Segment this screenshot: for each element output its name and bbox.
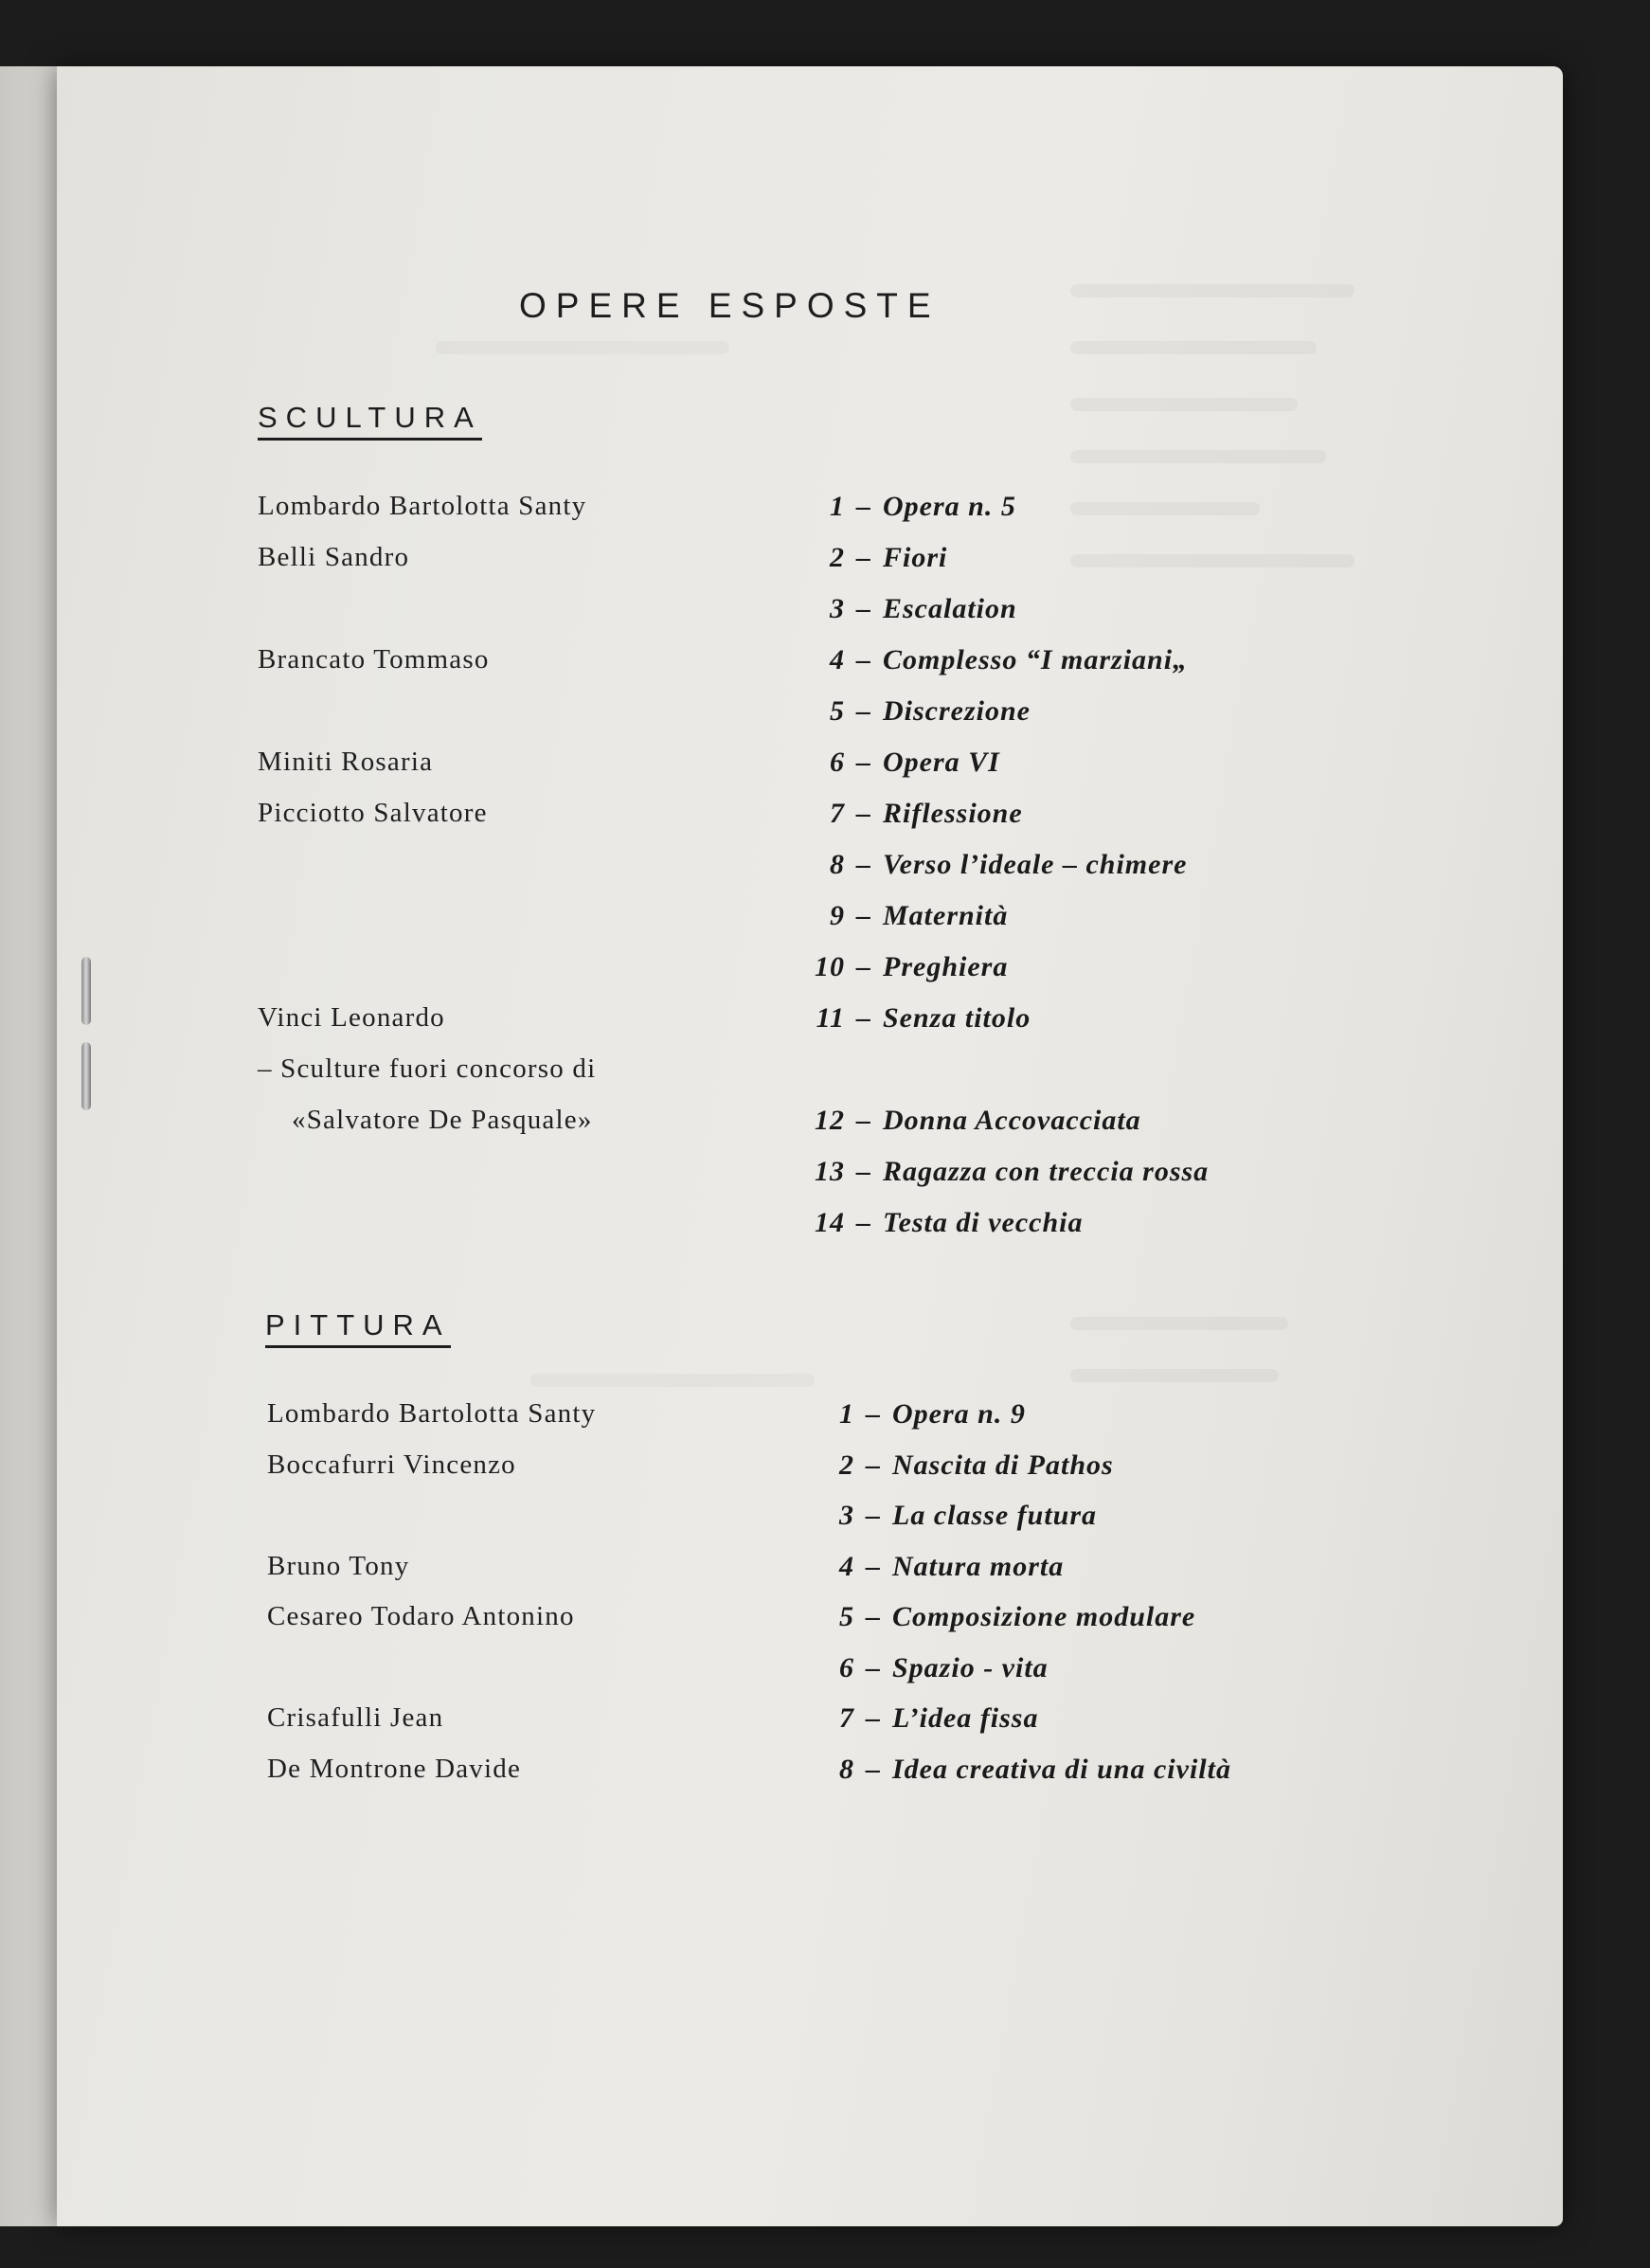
work-title: Spazio - vita <box>892 1651 1049 1683</box>
document-page <box>57 66 1563 2226</box>
work-dash: – <box>856 1207 871 1238</box>
work-number: 7 <box>839 1702 854 1734</box>
work-dash: – <box>856 747 871 778</box>
work-dash: – <box>856 695 871 727</box>
scultura-artist-name: Picciotto Salvatore <box>258 798 488 828</box>
work-number: 14 <box>815 1207 845 1238</box>
scultura-work-item <box>803 542 947 574</box>
work-number: 4 <box>839 1550 854 1582</box>
scultura-artist-name: «Salvatore De Pasquale» <box>292 1105 593 1135</box>
work-dash: – <box>856 849 871 880</box>
work-dash: – <box>866 1702 881 1734</box>
work-dash: – <box>856 1105 871 1136</box>
work-number: 1 <box>830 491 845 522</box>
pittura-work-item <box>813 1702 1039 1735</box>
scultura-work-item <box>803 1207 1084 1239</box>
pittura-artist-name: Lombardo Bartolotta Santy <box>267 1398 597 1429</box>
work-title: Idea creativa di una civiltà <box>892 1753 1231 1785</box>
work-dash: – <box>856 1002 871 1034</box>
work-dash: – <box>866 1500 881 1531</box>
work-number: 8 <box>839 1753 854 1785</box>
work-dash: – <box>866 1651 881 1683</box>
work-number: 5 <box>839 1601 854 1632</box>
work-dash: – <box>856 798 871 829</box>
pittura-heading: PITTURA <box>265 1308 451 1348</box>
work-number: 6 <box>839 1651 854 1683</box>
work-dash: – <box>866 1550 881 1582</box>
pittura-artist-name: Cesareo Todaro Antonino <box>267 1601 575 1631</box>
work-dash: – <box>866 1398 881 1430</box>
work-dash: – <box>856 593 871 624</box>
work-number: 7 <box>830 798 845 829</box>
scultura-artist-name: – Sculture fuori concorso di <box>258 1053 597 1084</box>
pittura-work-item <box>813 1652 1049 1684</box>
work-number: 11 <box>816 1002 845 1034</box>
work-number: 1 <box>839 1398 854 1430</box>
scultura-artist-name: Miniti Rosaria <box>258 747 434 777</box>
work-dash: – <box>856 542 871 573</box>
work-title: L’idea fissa <box>892 1702 1039 1734</box>
scultura-artist-name: Brancato Tommaso <box>258 644 490 675</box>
scultura-artist-name: Lombardo Bartolotta Santy <box>258 491 587 521</box>
work-title: Opera n. 5 <box>883 491 1016 522</box>
pittura-work-item <box>813 1754 1231 1786</box>
work-dash: – <box>856 1156 871 1187</box>
work-dash: – <box>856 951 871 982</box>
work-number: 2 <box>830 542 845 573</box>
pittura-artist-name: Crisafulli Jean <box>267 1702 444 1733</box>
work-title: Composizione modulare <box>892 1601 1196 1632</box>
scultura-work-item <box>803 798 1023 830</box>
work-title: Escalation <box>883 593 1017 624</box>
pittura-work-item <box>813 1500 1097 1532</box>
work-dash: – <box>866 1753 881 1785</box>
work-title: Natura morta <box>892 1550 1065 1582</box>
work-title: Riflessione <box>883 798 1023 829</box>
work-dash: – <box>866 1601 881 1632</box>
pittura-work-item <box>813 1398 1026 1431</box>
scultura-work-item <box>803 951 1008 983</box>
scultura-work-item <box>803 1105 1141 1137</box>
work-number: 6 <box>830 747 845 778</box>
scultura-work-item <box>803 747 1000 779</box>
scultura-heading: SCULTURA <box>258 401 482 441</box>
scultura-work-item <box>803 1002 1031 1035</box>
scultura-work-item <box>803 491 1016 523</box>
work-title: Opera VI <box>883 747 1000 778</box>
work-title: Verso l’ideale – chimere <box>883 849 1188 880</box>
scultura-work-item <box>803 644 1188 676</box>
pittura-work-item <box>813 1449 1114 1482</box>
pittura-work-item <box>813 1551 1064 1583</box>
work-title: Senza titolo <box>883 1002 1031 1034</box>
work-number: 10 <box>815 951 845 982</box>
staple-bottom <box>81 1042 91 1110</box>
pittura-artist-name: Bruno Tony <box>267 1550 410 1581</box>
scultura-work-item <box>803 849 1187 881</box>
work-dash: – <box>856 491 871 522</box>
work-title: Donna Accovacciata <box>883 1105 1141 1136</box>
work-dash: – <box>856 900 871 931</box>
work-dash: – <box>856 644 871 675</box>
work-title: Nascita di Pathos <box>892 1449 1114 1481</box>
scultura-artist-name: Belli Sandro <box>258 542 410 572</box>
work-title: La classe futura <box>892 1500 1098 1531</box>
pittura-artist-name: Boccafurri Vincenzo <box>267 1449 516 1480</box>
work-number: 3 <box>839 1500 854 1531</box>
work-number: 13 <box>815 1156 845 1187</box>
work-number: 4 <box>830 644 845 675</box>
work-title: Maternità <box>883 900 1009 931</box>
pittura-work-item <box>813 1601 1195 1633</box>
work-number: 9 <box>830 900 845 931</box>
pittura-artist-name: De Montrone Davide <box>267 1753 522 1784</box>
staple-top <box>81 957 91 1025</box>
scultura-work-item <box>803 695 1031 728</box>
work-number: 12 <box>815 1105 845 1136</box>
work-number: 3 <box>830 593 845 624</box>
scultura-work-item <box>803 900 1008 932</box>
work-title: Fiori <box>883 542 948 573</box>
work-number: 5 <box>830 695 845 727</box>
scultura-artist-name: Vinci Leonardo <box>258 1002 445 1033</box>
work-title: Opera n. 9 <box>892 1398 1026 1430</box>
work-title: Discrezione <box>883 695 1031 727</box>
work-number: 8 <box>830 849 845 880</box>
work-dash: – <box>866 1449 881 1481</box>
work-title: Ragazza con treccia rossa <box>883 1156 1210 1187</box>
work-title: Preghiera <box>883 951 1009 982</box>
work-title: Testa di vecchia <box>883 1207 1084 1238</box>
page-title: OPERE ESPOSTE <box>519 286 941 325</box>
scultura-work-item <box>803 1156 1209 1188</box>
scultura-work-item <box>803 593 1017 625</box>
work-number: 2 <box>839 1449 854 1481</box>
work-title: Complesso “I marziani„ <box>883 644 1189 675</box>
